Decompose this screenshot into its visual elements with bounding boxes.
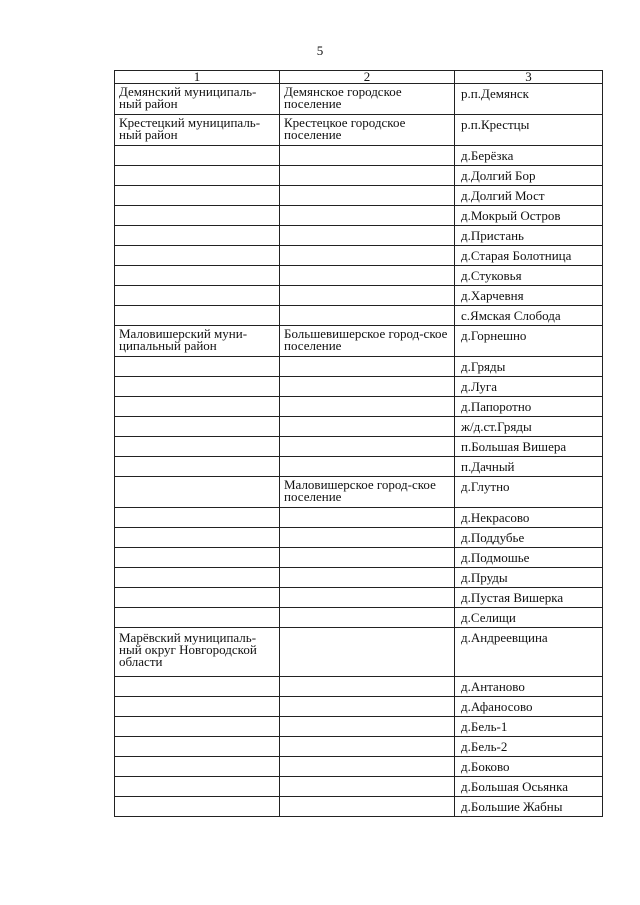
locality-cell: р.п.Демянск bbox=[455, 84, 603, 115]
settlement-cell bbox=[280, 306, 455, 326]
table-row bbox=[115, 757, 603, 777]
settlement-cell bbox=[280, 166, 455, 186]
settlement-cell: Демянское городское поселение bbox=[280, 84, 455, 115]
municipality-cell bbox=[115, 528, 280, 548]
locality-cell: д.Гряды bbox=[455, 357, 603, 377]
municipality-cell bbox=[115, 377, 280, 397]
locality-cell: д.Боково bbox=[455, 757, 603, 777]
municipality-cell bbox=[115, 568, 280, 588]
table-row bbox=[115, 508, 603, 528]
table-row bbox=[115, 266, 603, 286]
locality-cell: д.Стуковья bbox=[455, 266, 603, 286]
settlement-cell: Большевишерское город-ское поселение bbox=[280, 326, 455, 357]
municipality-cell bbox=[115, 757, 280, 777]
table-row bbox=[115, 548, 603, 568]
locality-cell: п.Дачный bbox=[455, 457, 603, 477]
settlement-cell bbox=[280, 548, 455, 568]
locality-cell: д.Афаносово bbox=[455, 697, 603, 717]
municipality-cell: Крестецкий муниципаль-ный район bbox=[115, 115, 280, 146]
settlement-cell bbox=[280, 266, 455, 286]
settlement-cell bbox=[280, 357, 455, 377]
locality-cell: д.Папоротно bbox=[455, 397, 603, 417]
locality-cell: д.Берёзка bbox=[455, 146, 603, 166]
locality-cell: р.п.Крестцы bbox=[455, 115, 603, 146]
settlement-cell bbox=[280, 146, 455, 166]
municipality-cell bbox=[115, 477, 280, 508]
table-row bbox=[115, 417, 603, 437]
table-row bbox=[115, 377, 603, 397]
municipality-cell bbox=[115, 146, 280, 166]
municipality-cell bbox=[115, 417, 280, 437]
table-row bbox=[115, 608, 603, 628]
municipality-cell bbox=[115, 457, 280, 477]
municipality-cell bbox=[115, 266, 280, 286]
municipality-cell bbox=[115, 166, 280, 186]
table-row bbox=[115, 206, 603, 226]
column-number-row bbox=[115, 71, 603, 84]
municipality-cell bbox=[115, 737, 280, 757]
settlement-cell bbox=[280, 588, 455, 608]
table-row bbox=[115, 777, 603, 797]
settlement-cell bbox=[280, 508, 455, 528]
settlement-cell: Маловишерское город-ское поселение bbox=[280, 477, 455, 508]
locality-cell: д.Селищи bbox=[455, 608, 603, 628]
table-row bbox=[115, 528, 603, 548]
table-row bbox=[115, 306, 603, 326]
settlements-table-wrapper bbox=[114, 70, 602, 817]
table-row bbox=[115, 477, 603, 508]
table-row bbox=[115, 568, 603, 588]
municipality-cell bbox=[115, 286, 280, 306]
locality-cell: д.Некрасово bbox=[455, 508, 603, 528]
locality-cell: д.Луга bbox=[455, 377, 603, 397]
locality-cell: п.Большая Вишера bbox=[455, 437, 603, 457]
table-row bbox=[115, 677, 603, 697]
table-row bbox=[115, 628, 603, 677]
settlement-cell bbox=[280, 568, 455, 588]
locality-cell: д.Бель-2 bbox=[455, 737, 603, 757]
settlement-cell bbox=[280, 377, 455, 397]
settlements-table bbox=[114, 70, 603, 817]
table-body bbox=[115, 84, 603, 817]
table-row bbox=[115, 246, 603, 266]
settlement-cell bbox=[280, 186, 455, 206]
municipality-cell bbox=[115, 608, 280, 628]
locality-cell: д.Глутно bbox=[455, 477, 603, 508]
locality-cell: д.Андреевщина bbox=[455, 628, 603, 677]
settlement-cell bbox=[280, 677, 455, 697]
locality-cell: д.Пруды bbox=[455, 568, 603, 588]
table-row bbox=[115, 357, 603, 377]
municipality-cell bbox=[115, 186, 280, 206]
municipality-cell bbox=[115, 797, 280, 817]
table-row bbox=[115, 457, 603, 477]
settlement-cell bbox=[280, 417, 455, 437]
locality-cell: д.Пустая Вишерка bbox=[455, 588, 603, 608]
settlement-cell bbox=[280, 777, 455, 797]
municipality-cell bbox=[115, 508, 280, 528]
locality-cell: д.Поддубье bbox=[455, 528, 603, 548]
settlement-cell bbox=[280, 757, 455, 777]
table-row bbox=[115, 797, 603, 817]
locality-cell: д.Антаново bbox=[455, 677, 603, 697]
locality-cell: ж/д.ст.Гряды bbox=[455, 417, 603, 437]
settlement-cell bbox=[280, 246, 455, 266]
municipality-cell bbox=[115, 437, 280, 457]
municipality-cell bbox=[115, 246, 280, 266]
page-number: 5 bbox=[316, 43, 324, 58]
municipality-cell: Демянский муниципаль-ный район bbox=[115, 84, 280, 115]
table-row bbox=[115, 697, 603, 717]
settlement-cell bbox=[280, 737, 455, 757]
settlement-cell bbox=[280, 437, 455, 457]
settlement-cell bbox=[280, 528, 455, 548]
table-row bbox=[115, 186, 603, 206]
locality-cell: д.Долгий Бор bbox=[455, 166, 603, 186]
locality-cell: с.Ямская Слобода bbox=[455, 306, 603, 326]
locality-cell: д.Подмошье bbox=[455, 548, 603, 568]
column-number-1: 1 bbox=[115, 71, 280, 84]
settlement-cell bbox=[280, 206, 455, 226]
table-row bbox=[115, 588, 603, 608]
settlement-cell bbox=[280, 608, 455, 628]
locality-cell: д.Мокрый Остров bbox=[455, 206, 603, 226]
settlement-cell bbox=[280, 717, 455, 737]
municipality-cell bbox=[115, 717, 280, 737]
municipality-cell: Маловишерский муни-ципальный район bbox=[115, 326, 280, 357]
table-row bbox=[115, 737, 603, 757]
table-row bbox=[115, 397, 603, 417]
settlement-cell bbox=[280, 797, 455, 817]
settlement-cell bbox=[280, 397, 455, 417]
municipality-cell: Марёвский муниципаль-ный округ Новгородской области bbox=[115, 628, 280, 677]
municipality-cell bbox=[115, 588, 280, 608]
table-row bbox=[115, 115, 603, 146]
settlement-cell: Крестецкое городское поселение bbox=[280, 115, 455, 146]
municipality-cell bbox=[115, 697, 280, 717]
table-row bbox=[115, 166, 603, 186]
municipality-cell bbox=[115, 397, 280, 417]
table-row bbox=[115, 717, 603, 737]
municipality-cell bbox=[115, 677, 280, 697]
municipality-cell bbox=[115, 206, 280, 226]
locality-cell: д.Харчевня bbox=[455, 286, 603, 306]
municipality-cell bbox=[115, 357, 280, 377]
municipality-cell bbox=[115, 548, 280, 568]
locality-cell: д.Бель-1 bbox=[455, 717, 603, 737]
municipality-cell bbox=[115, 306, 280, 326]
table-row bbox=[115, 226, 603, 246]
table-row bbox=[115, 84, 603, 115]
settlement-cell bbox=[280, 628, 455, 677]
settlement-cell bbox=[280, 286, 455, 306]
settlement-cell bbox=[280, 457, 455, 477]
locality-cell: д.Долгий Мост bbox=[455, 186, 603, 206]
table-row bbox=[115, 437, 603, 457]
table-row bbox=[115, 326, 603, 357]
table-row bbox=[115, 286, 603, 306]
locality-cell: д.Горнешно bbox=[455, 326, 603, 357]
municipality-cell bbox=[115, 226, 280, 246]
locality-cell: д.Старая Болотница bbox=[455, 246, 603, 266]
column-number-3: 3 bbox=[455, 71, 603, 84]
settlement-cell bbox=[280, 697, 455, 717]
column-number-2: 2 bbox=[280, 71, 455, 84]
table-row bbox=[115, 146, 603, 166]
locality-cell: д.Большая Осьянка bbox=[455, 777, 603, 797]
locality-cell: д.Пристань bbox=[455, 226, 603, 246]
municipality-cell bbox=[115, 777, 280, 797]
locality-cell: д.Большие Жабны bbox=[455, 797, 603, 817]
settlement-cell bbox=[280, 226, 455, 246]
